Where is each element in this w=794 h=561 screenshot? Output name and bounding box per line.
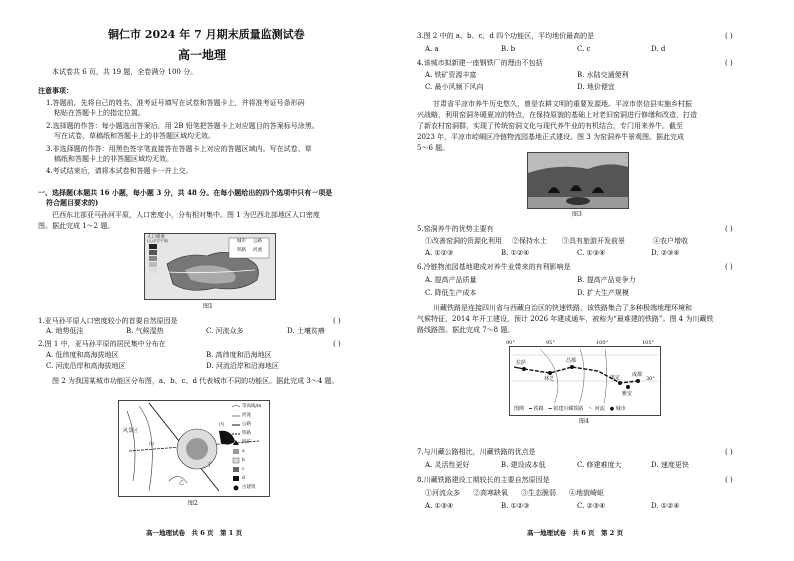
passage-line: 了新农村窑洞群，实现了传统窑洞文化与现代养牛业的有机结合，专门用来养牛。截至 <box>417 122 683 130</box>
q3-answer-blank[interactable]: ( ) <box>725 32 733 40</box>
page-2 <box>397 0 794 561</box>
q3-option-c[interactable]: C. c <box>577 45 591 53</box>
q1-answer-blank[interactable]: ( ) <box>333 317 341 325</box>
legend-item: a <box>242 449 245 454</box>
q5-stem: 5.窑洞养牛的优势主要有 <box>417 225 494 233</box>
q8-item: ④地貌崎岖 <box>569 489 604 497</box>
map-city: 成都 <box>632 372 643 378</box>
note-line: 1.答题前，先将自己的姓名、准考证号填写在试卷和答题卡上，并将准考证号条形码 <box>46 99 305 107</box>
q3-option-b[interactable]: B. b <box>501 45 516 53</box>
figure-4-caption: 图4 <box>579 418 589 425</box>
note-line: 稿纸和答题卡上的非答题区域均无效。 <box>54 155 173 163</box>
passage-line: 巴西东北部亚马孙河平原，人口密度小，分布相对集中。图 1 为巴西北部地区人口密度 <box>52 211 320 219</box>
q6-option-d[interactable]: D. 扩大生产规模 <box>577 289 629 297</box>
figure-1-population-map <box>144 233 276 300</box>
q5-option-b[interactable]: B. ①②④ <box>501 249 530 257</box>
q4-option-b[interactable]: B. 水陆交通便利 <box>577 71 629 79</box>
q5-option-d[interactable]: D. ②③④ <box>651 249 680 257</box>
passage-line: 图。据此完成 1～2 题。 <box>38 222 115 230</box>
q5-option-a[interactable]: A. ①②③ <box>425 249 454 257</box>
q2-answer-blank[interactable]: ( ) <box>333 340 341 348</box>
map-label: 丙 <box>219 422 225 428</box>
q8-item: ①河流众多 <box>425 489 460 497</box>
figure-2-caption: 图2 <box>188 500 198 507</box>
q7-stem: 7.与川藏公路相比，川藏铁路的优点是 <box>417 448 536 456</box>
figure-4-railway-map <box>506 340 661 416</box>
intro-text: 本试卷共 6 页，共 19 题，全卷满分 100 分。 <box>52 68 198 76</box>
q3-option-a[interactable]: A. a <box>425 45 439 53</box>
q8-option-d[interactable]: D. ①②④ <box>651 502 680 510</box>
map-label: 甲 <box>149 442 155 448</box>
figure-1-caption: 图1 <box>203 303 213 310</box>
legend-item: 河流 <box>242 413 251 418</box>
passage-line: 川藏铁路是连接四川省与西藏自治区的快速铁路，该铁路集合了多种极端地理环境和 <box>433 304 692 312</box>
legend-item: 铁路 <box>242 431 251 436</box>
q5-item: ④农户增收 <box>653 237 688 245</box>
legend-item: 铁矿 <box>242 440 251 445</box>
legend-unit: (人/平方千米) <box>147 239 169 243</box>
note-line: 粘贴在答题卡上的指定位置。 <box>54 109 145 117</box>
legend-item: 公路 <box>242 422 251 427</box>
q8-option-c[interactable]: C. ②③④ <box>577 502 606 510</box>
legend-item: 公路 <box>253 239 262 244</box>
q1-option-c[interactable]: C. 河流众多 <box>206 327 244 335</box>
legend-item: d <box>242 476 245 481</box>
section-title: 一、选择题(本题共 16 小题，每小题 3 分，共 48 分。在每小题给出的四个选项中只有一项是 <box>38 188 333 197</box>
map-city: 昌都 <box>566 358 577 364</box>
map-coord: 30° <box>646 376 655 382</box>
q1-stem: 1.亚马孙平原人口密度较小的首要自然原因是 <box>38 317 178 325</box>
q6-stem: 6.冷链物流园基地建成对养牛业带来的有利影响是 <box>417 263 571 271</box>
q7-answer-blank[interactable]: ( ) <box>725 448 733 456</box>
q8-answer-blank[interactable]: ( ) <box>725 476 733 484</box>
note-line: 3.非选择题的作答：用黑色签字笔直接答在答题卡上对应的答题区域内。写在试卷、草 <box>46 145 312 153</box>
q8-option-b[interactable]: B. ①②③ <box>501 502 530 510</box>
map-label: 风景区 <box>123 428 139 434</box>
q1-option-d[interactable]: D. 土壤贫瘠 <box>287 327 325 335</box>
map-legend: 图例 ━ 铁路 ━ 拟建川藏铁路 〜 河流 ● 城市 <box>514 406 626 412</box>
passage-line: 甘肃省平凉市养牛历史悠久，曾是农耕文明的重要发源地。平凉市崇信县实施乡村振 <box>433 100 692 108</box>
q1-option-b[interactable]: B. 气候湿热 <box>126 327 164 335</box>
figure-3-cave-photo <box>527 152 629 209</box>
q1-option-a[interactable]: A. 地势低洼 <box>46 327 84 335</box>
map-label: 乙 <box>179 480 185 486</box>
map-coord: 90° <box>506 340 515 346</box>
q4-stem: 4.该城市拟新建一座钢铁厂的理由不包括 <box>417 59 543 67</box>
q5-item: ②保持水土 <box>512 237 547 245</box>
passage-line: 5～6 题。 <box>417 144 450 152</box>
legend-symbols <box>232 404 241 496</box>
map-city: 拉萨 <box>516 360 527 366</box>
q2-option-a[interactable]: A. 低纬度和高海拔地区 <box>46 351 119 359</box>
exam-title: 铜仁市 2024 年 7 月期末质量监测试卷 <box>108 28 305 41</box>
q3-stem: 3.图 2 中的 a、b、c、d 四个功能区，平均地价最高的是 <box>417 32 595 40</box>
legend-item: c <box>242 467 245 472</box>
map-label: 丁 <box>207 462 213 468</box>
footer-page-2: 高一地理试卷 共 6 页 第 2 页 <box>527 529 624 537</box>
q8-stem: 8.川藏铁路建设工期较长的主要自然原因是 <box>417 476 550 484</box>
passage-line: 兴战略，利用窑洞冬暖夏凉的特点，在保持原貌的基础上对老旧窑洞进行修缮和改造，打造 <box>417 111 697 119</box>
map-city: 林芝 <box>544 376 555 382</box>
map-city: 康定 <box>610 375 621 381</box>
figure-3-caption: 图3 <box>572 211 582 218</box>
note-line: 2.选择题的作答：每小题选出答案后，用 2B 铅笔把答题卡上对应题目的答案标号涂黑。 <box>46 122 319 130</box>
q6-answer-blank[interactable]: ( ) <box>725 263 733 271</box>
legend-item: 古建筑 <box>242 485 256 490</box>
q2-option-c[interactable]: C. 河流沿岸和高海拔地区 <box>46 362 126 370</box>
q4-option-d[interactable]: D. 地价便宜 <box>577 83 615 91</box>
q8-item: ②高寒缺氧 <box>473 489 508 497</box>
note-line: 写在试卷、草稿纸和答题卡上的非答题区域均无效。 <box>54 132 215 140</box>
q6-option-b[interactable]: B. 提高产品竞争力 <box>577 276 636 284</box>
q7-option-a[interactable]: A. 灵活性更好 <box>425 461 470 469</box>
photo-graphic <box>528 153 628 208</box>
figure-2-legend <box>232 404 272 496</box>
section-title-cont: 符合题目要求的) <box>46 198 99 207</box>
q8-item: ③生态脆弱 <box>521 489 556 497</box>
passage-line: 2023 年，平凉市崆峒区冷链物流园基地正式建设。图 3 为窑洞养牛景观图。据此完成 <box>417 133 684 141</box>
legend-item: 等高线/m <box>242 404 262 409</box>
q4-option-c[interactable]: C. 最小风频下风向 <box>425 83 484 91</box>
passage-line: 气候特征，2014 年开工建设，预计 2026 年建成通车，被称为“最难建的铁路”。图 4 为川藏铁 <box>417 315 714 323</box>
map-coord: 100° <box>596 340 609 346</box>
q7-option-c[interactable]: C. 修建难度大 <box>577 461 622 469</box>
q5-item: ①改善窑洞的资源化利用 <box>425 237 502 245</box>
q2-option-b[interactable]: B. 高纬度和沿海地区 <box>206 351 272 359</box>
map-city: 雅安 <box>622 391 633 397</box>
q5-answer-blank[interactable]: ( ) <box>725 225 733 233</box>
passage-line: 路线路图。据此完成 7～8 题。 <box>417 326 515 334</box>
q2-stem: 2.图 1 中，亚马孙平原的居民集中分布在 <box>38 340 166 348</box>
note-line: 4.考试结束后，请将本试卷和答题卡一并上交。 <box>46 167 193 175</box>
q4-answer-blank[interactable]: ( ) <box>725 59 733 67</box>
q4-option-a[interactable]: A. 铁矿资源丰富 <box>425 71 477 79</box>
legend-item: b <box>242 458 245 463</box>
legend-item: 城市 <box>237 239 246 244</box>
passage-line: 图 2 为我国某城市功能区分布图，a、b、c、d 代表城市不同的功能区。据此完成 3～4 题。 <box>52 377 339 385</box>
legend-title: 人口密度 <box>147 235 165 240</box>
q2-option-d[interactable]: D. 河流沿岸和沿海地区 <box>206 362 279 370</box>
q3-option-d[interactable]: D. d <box>651 45 666 53</box>
notes-heading: 注意事项： <box>38 86 73 95</box>
q5-item: ③具有旅游开发前景 <box>562 237 625 245</box>
subject-title: 高一地理 <box>178 48 227 62</box>
footer-page-1: 高一地理试卷 共 6 页 第 1 页 <box>146 529 243 537</box>
map-coord: 105° <box>642 340 655 346</box>
q6-option-a[interactable]: A. 提高产品质量 <box>425 276 477 284</box>
q5-option-c[interactable]: C. ①③④ <box>577 249 606 257</box>
map-coord: 95° <box>546 340 555 346</box>
q7-option-b[interactable]: B. 建设成本低 <box>501 461 546 469</box>
legend-item: 铁路 <box>237 248 246 253</box>
legend-item: 河流 <box>253 248 262 253</box>
q8-option-a[interactable]: A. ①③④ <box>425 502 454 510</box>
q7-option-d[interactable]: D. 速度更快 <box>651 461 689 469</box>
q6-option-c[interactable]: C. 降低生产成本 <box>425 289 477 297</box>
